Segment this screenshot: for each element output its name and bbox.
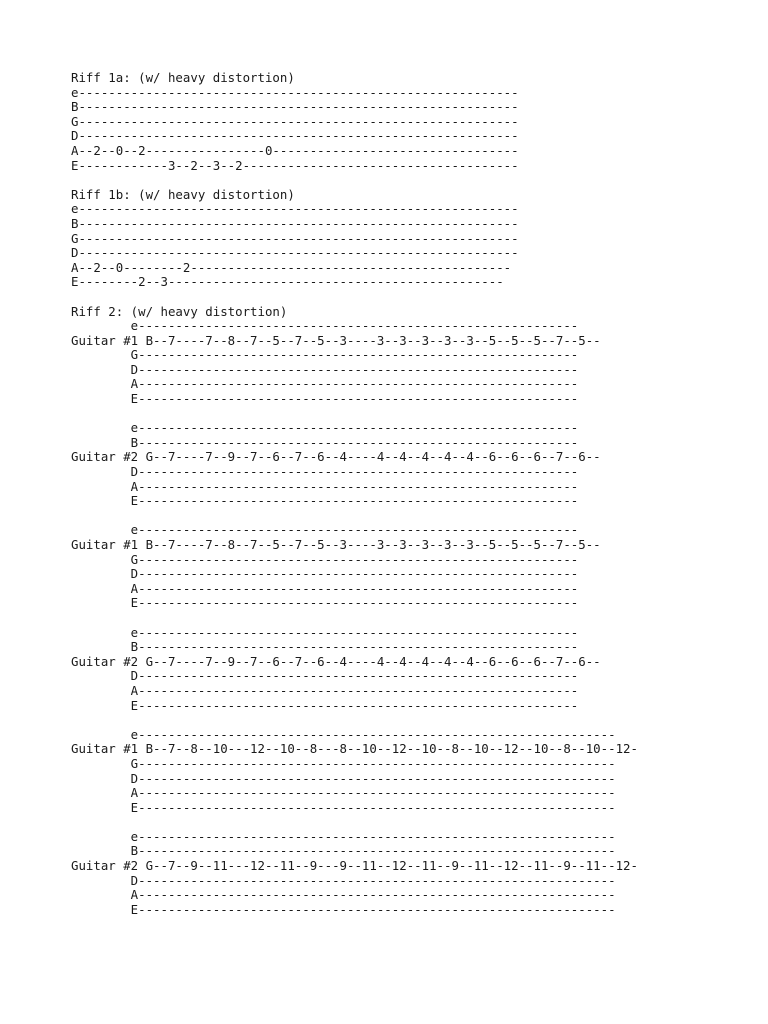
riff-heading: Riff 1a: (w/ heavy distortion) (71, 70, 295, 85)
tab-line: E----------------------------------------------------------- (71, 595, 579, 611)
tab-document (71, 71, 761, 917)
guitar-tab-line: Guitar #2 G--7----7--9--7--6--7--6--4----4--4--4--4--4--6--6--6--7--6-- (71, 449, 601, 465)
tab-line: D----------------------------------------------------------- (71, 668, 579, 684)
tab-line: B----------------------------------------------------------- (71, 215, 519, 231)
tab-line: D---------------------------------------------------------------- (71, 770, 616, 786)
tab-line: G----------------------------------------------------------- (71, 113, 519, 129)
blank-line (71, 611, 761, 626)
tab-line: e----------------------------------------------------------- (71, 201, 519, 217)
guitar-tab-line: Guitar #1 B--7----7--8--7--5--7--5--3----3--3--3--3--3--5--5--5--7--5-- (71, 537, 601, 552)
blank-line (71, 173, 761, 188)
tab-line: e----------------------------------------------------------- (71, 84, 519, 100)
tab-line: B----------------------------------------------------------- (71, 639, 579, 655)
tab-line: e---------------------------------------------------------------- (71, 828, 616, 844)
tab-line: E----------------------------------------------------------- (71, 391, 579, 407)
tab-line: e----------------------------------------------------------- (71, 318, 579, 334)
tab-line: e----------------------------------------------------------- (71, 522, 579, 538)
tab-line: A----------------------------------------------------------- (71, 580, 579, 596)
tab-line: A---------------------------------------------------------------- (71, 785, 616, 801)
blank-line (71, 509, 761, 524)
tab-line: A----------------------------------------------------------- (71, 478, 579, 494)
riff-heading: Riff 2: (w/ heavy distortion) (71, 303, 288, 319)
tab-line: A--2--0--2----------------0--------------------------------- (71, 142, 519, 158)
tab-line: B----------------------------------------------------------- (71, 99, 519, 115)
tab-line: e----------------------------------------------------------- (71, 420, 579, 436)
guitar-tab-line: Guitar #2 G--7----7--9--7--6--7--6--4----4--4--4--4--4--6--6--6--7--6-- (71, 653, 601, 669)
tab-line: D----------------------------------------------------------- (71, 245, 519, 261)
tab-line: G----------------------------------------------------------- (71, 551, 579, 567)
blank-line (71, 815, 761, 830)
tab-line: D---------------------------------------------------------------- (71, 872, 616, 888)
tab-line: e---------------------------------------------------------------- (71, 726, 616, 742)
blank-line (71, 407, 761, 422)
guitar-tab-line: Guitar #1 B--7----7--8--7--5--7--5--3----3--3--3--3--3--5--5--5--7--5-- (71, 332, 601, 348)
tab-line: E---------------------------------------------------------------- (71, 901, 616, 917)
tab-line: e----------------------------------------------------------- (71, 624, 579, 640)
tab-line: D----------------------------------------------------------- (71, 361, 579, 377)
tab-line: A--2--0--------2------------------------------------------- (71, 259, 512, 275)
tab-line: B---------------------------------------------------------------- (71, 843, 616, 859)
tab-line: E--------2--3--------------------------------------------- (71, 274, 504, 290)
guitar-tab-line: Guitar #2 G--7--9--11---12--11--9---9--11--12--11--9--11--12--11--9--11--12- (71, 858, 638, 874)
tab-line: G---------------------------------------------------------------- (71, 755, 616, 771)
tab-line: A---------------------------------------------------------------- (71, 887, 616, 903)
tab-line: E------------3--2--3--2------------------------------------- (71, 157, 519, 173)
tab-line: D----------------------------------------------------------- (71, 566, 579, 582)
tab-line: A----------------------------------------------------------- (71, 376, 579, 392)
tab-line: G----------------------------------------------------------- (71, 230, 519, 246)
blank-line (71, 290, 761, 305)
riff-heading: Riff 1b: (w/ heavy distortion) (71, 186, 295, 202)
tab-line: E---------------------------------------------------------------- (71, 799, 616, 815)
tab-line: A----------------------------------------------------------- (71, 682, 579, 698)
tab-line: E----------------------------------------------------------- (71, 697, 579, 713)
guitar-tab-line: Guitar #1 B--7--8--10---12--10--8---8--10--12--10--8--10--12--10--8--10--12- (71, 741, 638, 757)
tab-line: E----------------------------------------------------------- (71, 493, 579, 509)
tab-line: B----------------------------------------------------------- (71, 434, 579, 450)
tab-line: D----------------------------------------------------------- (71, 464, 579, 480)
tab-line: G----------------------------------------------------------- (71, 347, 579, 363)
tab-line: D----------------------------------------------------------- (71, 128, 519, 144)
blank-line (71, 713, 761, 728)
